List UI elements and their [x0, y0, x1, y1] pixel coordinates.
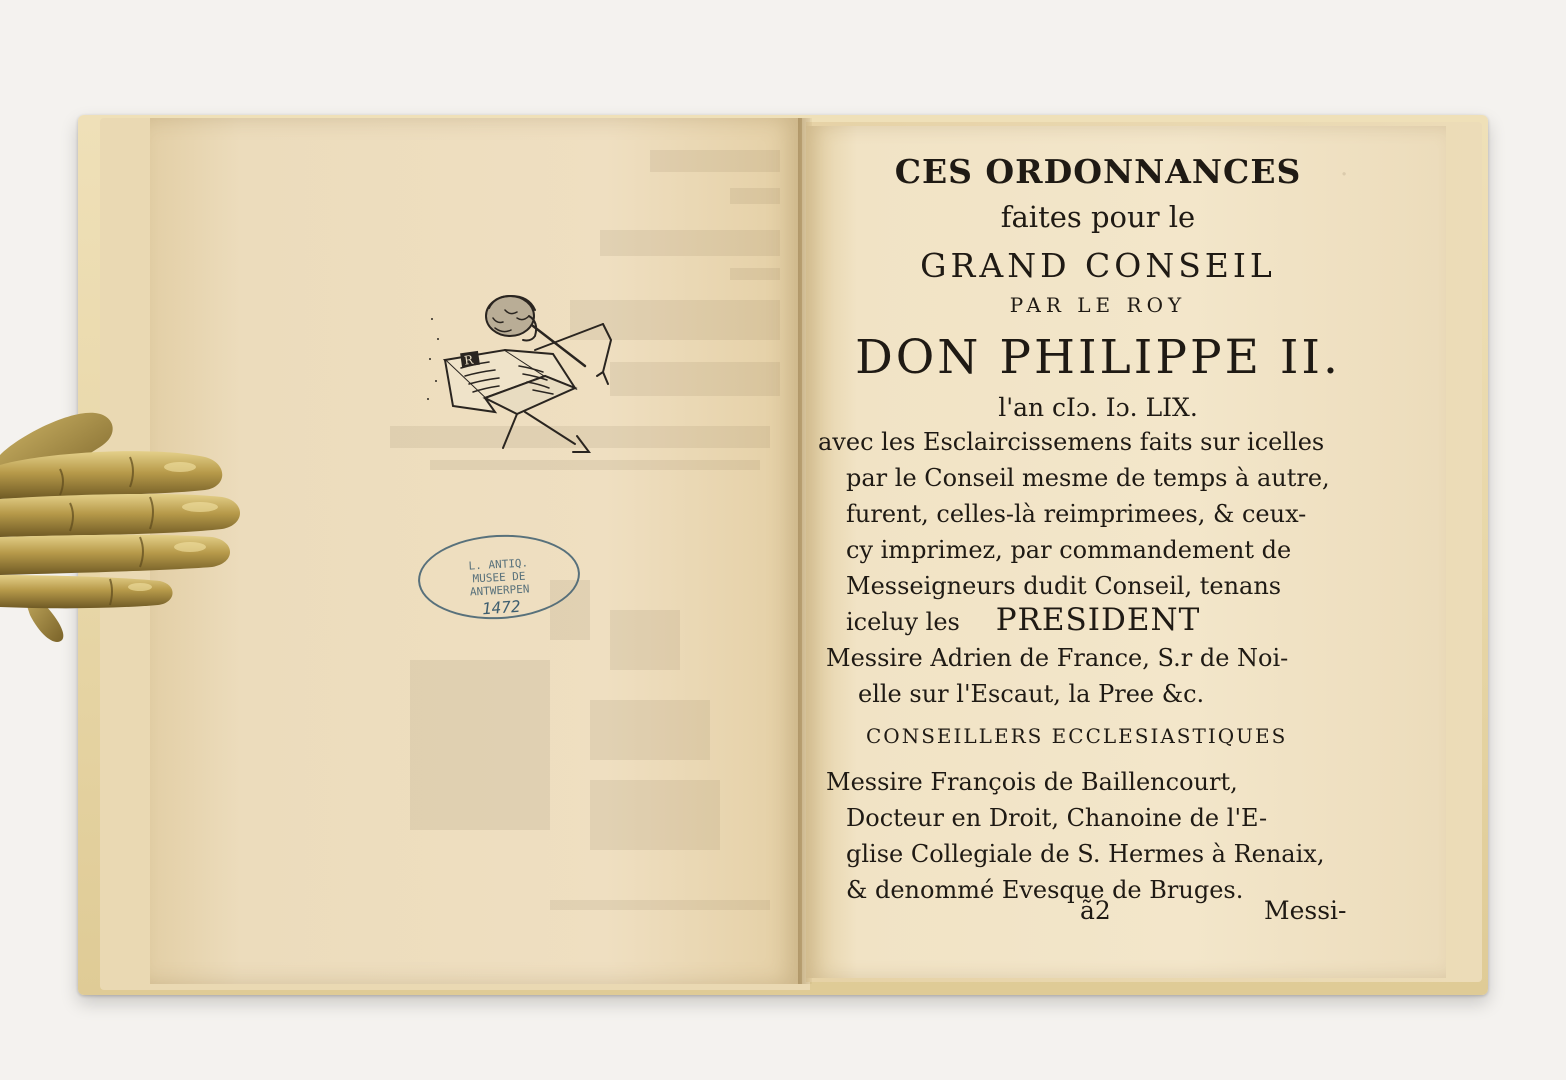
title-line-2: faites pour le: [1000, 200, 1196, 234]
conseillers-line-3: glise Collegiale de S. Hermes à Renaix,: [846, 840, 1325, 868]
catchword: Messi-: [1264, 896, 1347, 925]
body-line-3: furent, celles-là reimprimees, & ceux-: [846, 500, 1307, 528]
right-page-text: [818, 150, 1378, 940]
conseillers-heading: CONSEILLERS ECCLESIASTIQUES: [866, 724, 1288, 748]
title-line-1: CES ORDONNANCES: [894, 152, 1302, 191]
president-heading: PRESIDENT: [995, 602, 1201, 638]
body-line-2: par le Conseil mesme de temps à autre,: [846, 464, 1330, 492]
conseillers-line-1: Messire François de Baillencourt,: [826, 768, 1238, 796]
president-line-1: Messire Adrien de France, S.r de Noi-: [826, 644, 1289, 672]
sketch-initial: R: [463, 352, 475, 368]
signature-mark: ã2: [1080, 896, 1111, 925]
title-line-4: PAR LE ROY: [1009, 293, 1187, 317]
body-line-5: Messeigneurs dudit Conseil, tenans: [846, 572, 1282, 600]
conseillers-line-4: & denommé Evesque de Bruges.: [846, 876, 1244, 904]
brass-hand-icon: [0, 395, 250, 650]
title-line-3: GRAND CONSEIL: [920, 246, 1276, 285]
title-line-5: DON PHILIPPE II.: [855, 330, 1341, 385]
edge-show-through: ·: [1340, 160, 1349, 190]
stamp-number: 1472: [481, 596, 522, 619]
book-and-wig-sketch-icon: [425, 288, 650, 468]
stamp-line-1: L. ANTIQ.: [468, 555, 529, 573]
president-line-2: elle sur l'Escaut, la Pree &c.: [858, 680, 1205, 708]
stamp-line-2: MUSEE DE: [472, 569, 526, 585]
body-line-1: avec les Esclaircissemens faits sur icelles: [818, 428, 1325, 456]
conseillers-line-2: Docteur en Droit, Chanoine de l'E-: [846, 804, 1268, 832]
body-line-4: cy imprimez, par commandement de: [846, 536, 1292, 564]
body-line-6: iceluy les: [846, 608, 960, 636]
date-line: l'an cIɔ. Iɔ. LIX.: [998, 393, 1198, 422]
stamp-line-3: ANTWERPEN: [469, 581, 530, 599]
